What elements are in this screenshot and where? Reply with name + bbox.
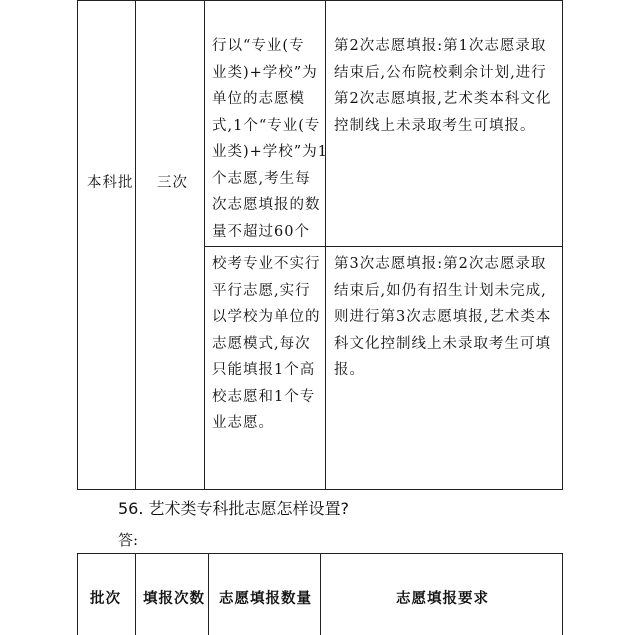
method-line: 次志愿填报的数 [212, 197, 321, 213]
bottom-column-divider-3 [320, 553, 321, 635]
top-table-top-edge [77, 0, 563, 1]
answer-label: 答: [118, 531, 139, 549]
method-line: 式,1个“专业(专 [212, 117, 321, 134]
method-line: 以学校为单位的 [212, 309, 321, 325]
times-cell: 三次 [157, 175, 188, 191]
method-line: 业类)+学校”为1 [212, 144, 328, 160]
method-line: 业志愿。 [212, 415, 274, 431]
requirement-line: 控制线上未录取考生可填报。 [334, 117, 536, 134]
batch-cell: 本科批 [87, 175, 134, 191]
requirement-line: 结束后,如仍有招生计划未完成, [334, 282, 547, 299]
method-cell-1 [212, 33, 328, 245]
header-requirement: 志愿填报要求 [396, 590, 489, 607]
method-line: 校志愿和1个专 [212, 388, 316, 405]
header-quantity: 志愿填报数量 [219, 590, 312, 607]
method-line: 志愿模式,每次 [212, 335, 311, 352]
requirement-line: 则进行第3次志愿填报,艺术类本 [334, 309, 552, 325]
bottom-column-divider-2 [208, 553, 209, 635]
top-table-right-edge [562, 0, 563, 490]
column-divider-2 [204, 0, 205, 490]
header-times: 填报次数 [143, 590, 205, 607]
method-line: 量不超过60个 [212, 223, 310, 240]
method-line: 个志愿,考生每 [212, 170, 311, 187]
bottom-table-left-edge [77, 553, 78, 635]
top-table-bottom-edge [77, 489, 563, 490]
requirement-line: 第2次志愿填报:第1次志愿录取 [334, 38, 547, 54]
method-line: 业类)+学校”为 [212, 64, 318, 81]
method-line: 平行志愿,实行 [212, 282, 311, 299]
method-line: 行以“专业(专 [212, 38, 305, 54]
method-line: 校考专业不实行 [212, 256, 321, 272]
column-divider-1 [135, 0, 136, 490]
method-cell-2 [212, 251, 321, 437]
requirement-line: 第3次志愿填报:第2次志愿录取 [334, 256, 547, 272]
header-batch: 批次 [90, 590, 121, 607]
bottom-column-divider-1 [135, 553, 136, 635]
requirement-cell-2 [334, 251, 551, 384]
top-table-left-edge [77, 0, 78, 490]
requirement-line: 报。 [334, 362, 365, 378]
requirement-line: 结束后,公布院校剩余计划,进行 [334, 64, 547, 81]
requirement-line: 第2次志愿填报,艺术类本科文化 [334, 91, 552, 107]
question-heading: 56. 艺术类专科批志愿怎样设置? [118, 499, 350, 518]
method-line: 只能填报1个高 [212, 362, 316, 378]
method-line: 单位的志愿模 [212, 91, 305, 107]
requirement-cell-1 [334, 33, 551, 139]
bottom-table-right-edge [562, 553, 563, 635]
requirement-line: 科文化控制线上未录取考生可填 [334, 335, 551, 352]
row-divider [204, 246, 563, 247]
